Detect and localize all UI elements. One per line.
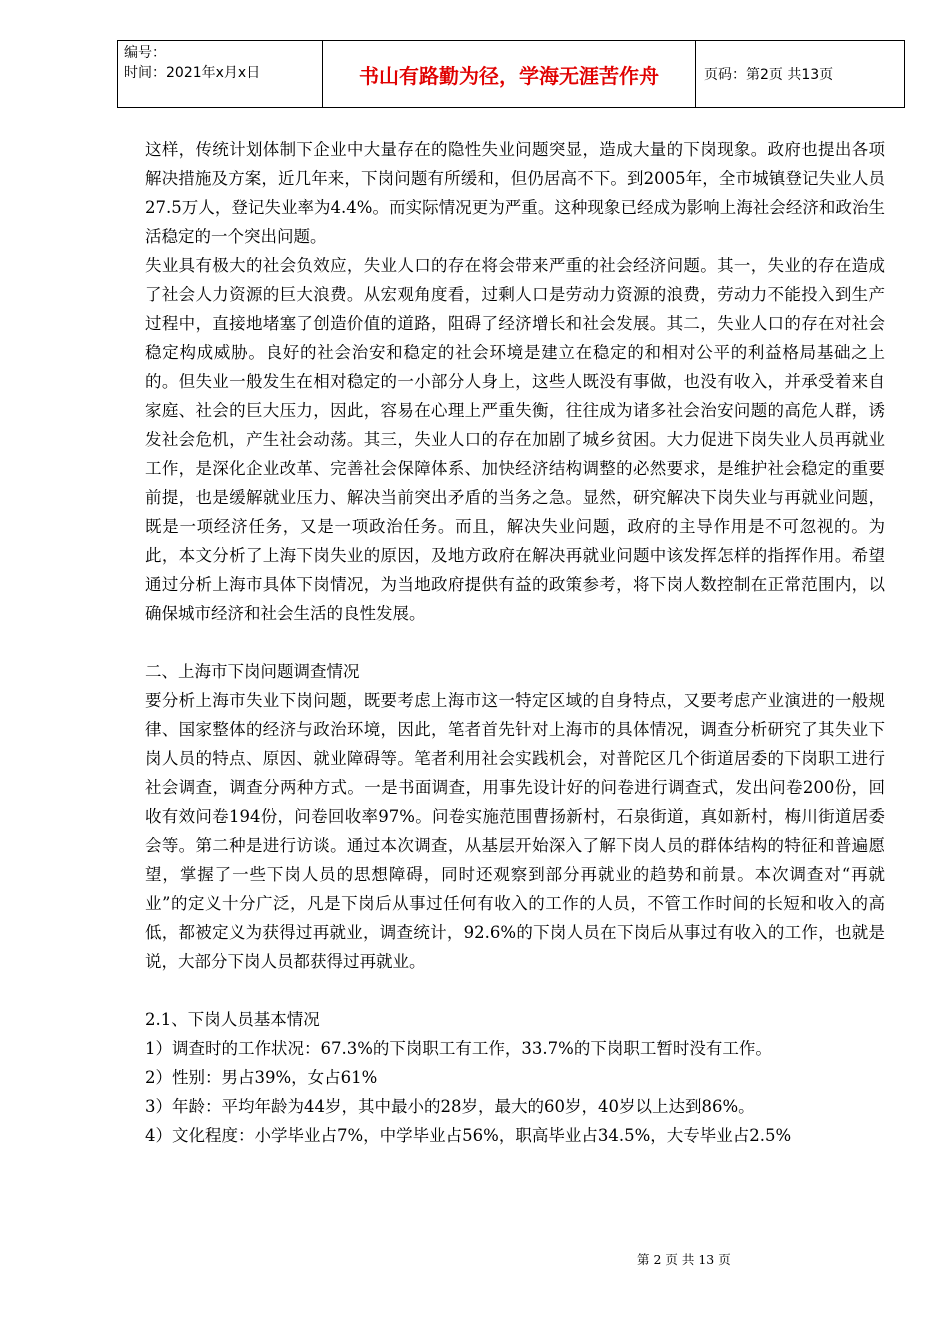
subsection-heading: 2.1、下岗人员基本情况	[145, 1010, 320, 1029]
number-label: 编号：	[124, 45, 166, 61]
list-item: 2）性别：男占39%，女占61%	[145, 1068, 378, 1087]
paragraph: 失业具有极大的社会负效应，失业人口的存在将会带来严重的社会经济问题。其一，失业的存在造成了社会人力资源的巨大浪费。从宏观角度看，过剩人口是劳动力资源的浪费，劳动力不能投入到生产过程中，直接地堵塞了创造价值的道路，阻碍了经济增长和社会发展。其二，失业人口的存在对社会稳定构成威胁。良好的社会治安和稳定的社会环境是建立在稳定的和相对公平的利益格局基础之上的。但失业一般发生在相对稳定的一小部分人身上，这些人既没有事做，也没有收入，并承受着来自家庭、社会的巨大压力，因此，容易在心理上严重失衡，往往成为诸多社会治安问题的高危人群，诱发社会危机，产生社会动荡。其三，失业人口的存在加剧了城乡贫困。大力促进下岗失业人员再就业工作，是深化企业改革、完善社会保障体系、加快经济结构调整的必然要求，是维护社会稳定的重要前提，也是缓解就业压力、解决当前突出矛盾的当务之急。显然，研究解决下岗失业与再就业问题，既是一项经济任务，又是一项政治任务。而且，解决失业问题，政府的主导作用是不可忽视的。为此，本文分析了上海下岗失业的原因，及地方政府在解决再就业问题中该发挥怎样的指挥作用。希望通过分析上海市具体下岗情况，为当地政府提供有益的政策参考，将下岗人数控制在正常范围内，以确保城市经济和社会生活的良性发展。	[145, 256, 885, 623]
list-item: 3）年龄：平均年龄为44岁，其中最小的28岁，最大的60岁，40岁以上达到86%。	[145, 1097, 755, 1116]
list-item: 1）调查时的工作状况：67.3%的下岗职工有工作，33.7%的下岗职工暂时没有工作。	[145, 1039, 772, 1058]
footer-page-number: 第 2 页 共 13 页	[637, 1252, 731, 1267]
header-meta	[118, 41, 323, 108]
header-table	[117, 40, 905, 108]
time-label: 时间：2021年x月x日	[124, 65, 261, 81]
paragraph: 这样，传统计划体制下企业中大量存在的隐性失业问题突显，造成大量的下岗现象。政府也提出各项解决措施及方案，近几年来，下岗问题有所缓和，但仍居高不下。到2005年，全市城镇登记失业人员27.5万人，登记失业率为4.4%。而实际情况更为严重。这种现象已经成为影响上海社会经济和政治生活稳定的一个突出问题。	[145, 140, 885, 246]
list-item: 4）文化程度：小学毕业占7%，中学毕业占56%，职高毕业占34.5%，大专毕业占2.5%	[145, 1126, 792, 1145]
section-heading: 二、上海市下岗问题调查情况	[145, 662, 360, 681]
header-page-info: 页码：第2页 共13页	[696, 41, 905, 108]
header-motto: 书山有路勤为径，学海无涯苦作舟	[323, 41, 696, 108]
document-body	[145, 135, 885, 1150]
paragraph: 要分析上海市失业下岗问题，既要考虑上海市这一特定区域的自身特点，又要考虑产业演进的一般规律、国家整体的经济与政治环境，因此，笔者首先针对上海市的具体情况，调查分析研究了其失业下岗人员的特点、原因、就业障碍等。笔者利用社会实践机会，对普陀区几个街道居委的下岗职工进行社会调查，调查分两种方式。一是书面调查，用事先设计好的问卷进行调查式，发出问卷200份，回收有效问卷194份，问卷回收率97%。问卷实施范围曹扬新村，石泉街道，真如新村，梅川街道居委会等。第二种是进行访谈。通过本次调查，从基层开始深入了解下岗人员的群体结构的特征和普遍愿望，掌握了一些下岗人员的思想障碍，同时还观察到部分再就业的趋势和前景。本次调查对“再就业”的定义十分广泛，凡是下岗后从事过任何有收入的工作的人员，不管工作时间的长短和收入的高低，都被定义为获得过再就业，调查统计，92.6%的下岗人员在下岗后从事过有收入的工作，也就是说，大部分下岗人员都获得过再就业。	[145, 691, 885, 971]
